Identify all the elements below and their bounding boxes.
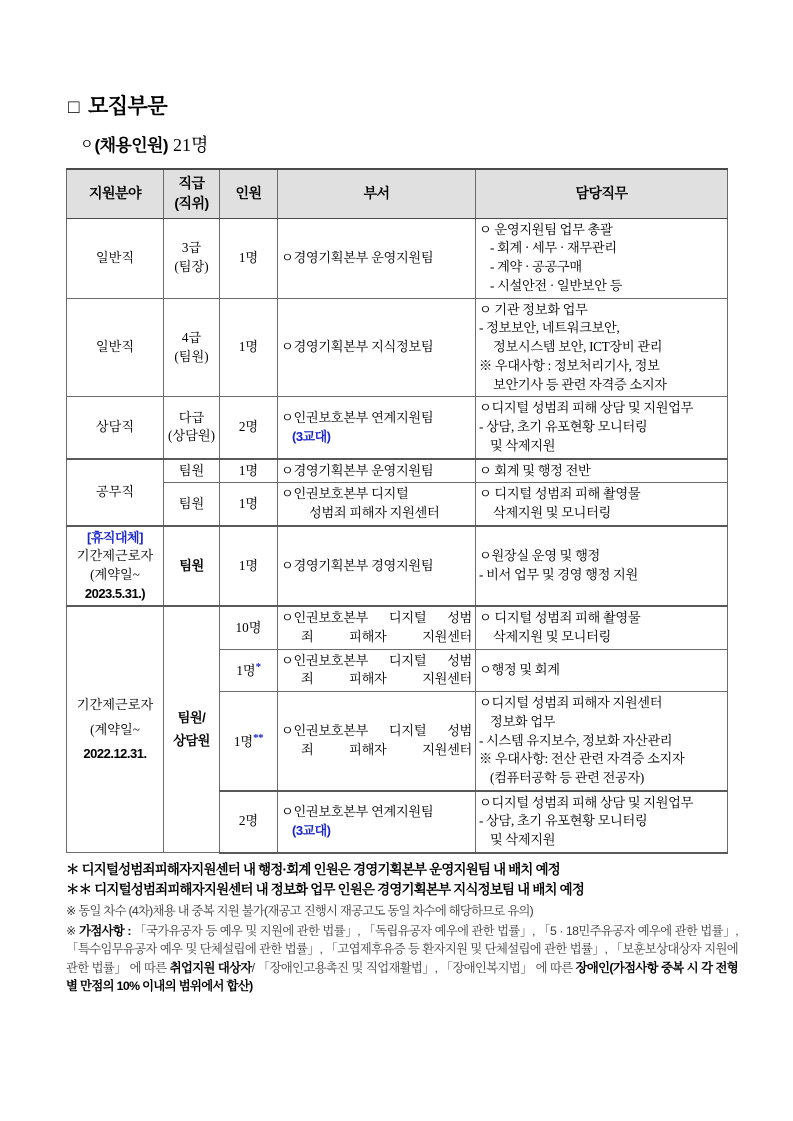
cell-grade: 팀원 <box>164 483 220 526</box>
cell-duty: ㅇ디지털 성범죄 피해자 지원센터 정보화 업무 - 시스템 유지보수, 정보화 자산관리 ※ 우대사항: 전산 관련 자격증 소지자 (컴퓨터공학 등 관련 전공자) <box>476 692 728 791</box>
cell-count: 1명* <box>220 649 278 691</box>
column-header-count: 인원 <box>220 169 278 218</box>
recruitment-table <box>66 168 728 854</box>
table-row <box>67 606 728 649</box>
recruitment-table-wrapper <box>66 168 727 854</box>
cell-count: 1명 <box>220 526 278 606</box>
footnote-bonus-points <box>66 922 738 995</box>
cell-count: 10명 <box>220 606 278 649</box>
footnote-bonus-body1: 「국가유공자 등 예우 및 지원에 관한 법률」, 「독립유공자 예우에 관한 법률」, 「5 · 18민주유공자 예우에 관한 법률」, 「특수임무유공자 예우 및 단체설립에 관한 법률」, 「고엽제후유증 등 환자지원 및 단체설립에 관한 법률」, 「보훈보상대상자 지원에 관한 법률」 에 따른 <box>66 924 739 975</box>
cell-field: 공무직 <box>67 459 164 526</box>
cell-dept: ㅇ경영기획본부 지식정보팀 <box>278 298 476 397</box>
cell-field: 기간제근로자 (계약일~ 2022.12.31. <box>67 606 164 853</box>
cell-grade: 팀원 <box>164 526 220 606</box>
cell-duty: ㅇ 디지털 성범죄 피해 촬영물 삭제지원 및 모니터링 <box>476 606 728 649</box>
footnote-disability-clause: 장애인(가점사항 중복 시 각 전형별 만점의 10% 이내의 범위에서 합산) <box>66 960 738 993</box>
recruit-count-label: (채용인원) <box>94 136 168 155</box>
cell-dept: ㅇ인권보호본부 디지털 성범 죄 피해자 지원센터 <box>278 649 476 691</box>
square-bullet-icon: □ <box>68 97 79 118</box>
footnotes <box>66 860 738 995</box>
cell-duty: ㅇ 회계 및 행정 전반 <box>476 459 728 483</box>
cell-dept: ㅇ인권보호본부 연계지원팀 (3교대) <box>278 791 476 853</box>
cell-dept: ㅇ인권보호본부 연계지원팀 (3교대) <box>278 397 476 459</box>
footnote-prefix: ※ <box>66 924 80 939</box>
cell-field: [휴직대체] 기간제근로자 (계약일~ 2023.5.31.) <box>67 526 164 606</box>
table-row <box>67 483 728 526</box>
table-row <box>67 526 728 606</box>
table-row <box>67 459 728 483</box>
column-header-field: 지원분야 <box>67 169 164 218</box>
cell-field: 상담직 <box>67 397 164 459</box>
cell-duty: ㅇ행정 및 회계 <box>476 649 728 691</box>
cell-dept: ㅇ인권보호본부 디지털 성범 죄 피해자 지원센터 <box>278 692 476 791</box>
cell-count: 1명 <box>220 459 278 483</box>
cell-count: 2명 <box>220 397 278 459</box>
footnote-target-employment: 취업지원 대상자 <box>169 960 252 975</box>
footnote-star-single: ＊ 디지털성범죄피해자지원센터 내 행정·회계 인원은 경영기획본부 운영지원팀 내 배치 예정 <box>66 862 560 877</box>
leave-replacement-tag: [휴직대체] <box>87 529 143 545</box>
cell-duty: ㅇ디지털 성범죄 피해 상담 및 지원업무 - 상담, 초기 유포현황 모니터링 및 삭제지원 <box>476 791 728 853</box>
column-header-grade: 직급 (직위) <box>164 169 220 218</box>
cell-grade: 3급 (팀장) <box>164 218 220 298</box>
cell-dept: ㅇ경영기획본부 경영지원팀 <box>278 526 476 606</box>
cell-duty: ㅇ디지털 성범죄 피해 상담 및 지원업무 - 상담, 초기 유포현황 모니터링 및 삭제지원 <box>476 397 728 459</box>
cell-count: 1명 <box>220 483 278 526</box>
table-row <box>67 397 728 459</box>
recruit-count-line <box>80 131 208 157</box>
cell-field: 일반직 <box>67 218 164 298</box>
circle-bullet-icon: ㅇ <box>80 138 94 153</box>
shift-badge: (3교대) <box>292 822 331 838</box>
cell-dept: ㅇ인권보호본부 디지털 성범 죄 피해자 지원센터 <box>278 606 476 649</box>
cell-grade: 팀원/ 상담원 <box>164 606 220 853</box>
column-header-dept: 부서 <box>278 169 476 218</box>
cell-count: 1명 <box>220 298 278 397</box>
cell-duty: ㅇ 기관 정보화 업무 - 정보보안, 네트워크보안, 정보시스템 보안, ICT장비 관리 ※ 우대사항 : 정보처리기사, 정보 보안기사 등 관련 자격증 소지자 <box>476 298 728 397</box>
footnote-marker-single: * <box>255 660 261 673</box>
table-row <box>67 218 728 298</box>
footnote-marker-double: ** <box>253 731 264 744</box>
recruit-count-value: 21명 <box>172 135 209 155</box>
page-title <box>68 90 167 120</box>
page-title-text: 모집부문 <box>87 95 168 118</box>
cell-duty: ㅇ원장실 운영 및 행정 - 비서 업무 및 경영 행정 지원 <box>476 526 728 606</box>
cell-count: 1명** <box>220 692 278 791</box>
cell-count: 1명 <box>220 218 278 298</box>
cell-grade: 팀원 <box>164 459 220 483</box>
cell-field: 일반직 <box>67 298 164 397</box>
table-header-row <box>67 169 728 218</box>
footnote-star-double: ＊＊ 디지털성범죄피해자지원센터 내 정보화 업무 인원은 경영기획본부 지식정보팀 내 배치 예정 <box>66 882 585 898</box>
footnote-bonus-label: 가점사항 : <box>79 924 131 939</box>
cell-grade: 다급 (상담원) <box>164 397 220 459</box>
footnote-duplicate-apply: ※ 동일 차수 (4차)채용 내 중복 지원 불가(재공고 진행시 재공고도 동일 차수에 해당하므로 유의) <box>66 903 534 918</box>
column-header-duty: 담당직무 <box>476 169 728 218</box>
cell-grade: 4급 (팀원) <box>164 298 220 397</box>
cell-duty: ㅇ 운영지원팀 업무 총괄 - 회계 · 세무 · 재무관리 - 계약 · 공공구매 - 시설안전 · 일반보안 등 <box>476 218 728 298</box>
cell-duty: ㅇ 디지털 성범죄 피해 촬영물 삭제지원 및 모니터링 <box>476 483 728 526</box>
cell-dept: ㅇ인권보호본부 디지털 성범죄 피해자 지원센터 <box>278 483 476 526</box>
table-row <box>67 298 728 397</box>
shift-badge: (3교대) <box>292 428 331 444</box>
cell-count: 2명 <box>220 791 278 853</box>
cell-dept: ㅇ경영기획본부 운영지원팀 <box>278 218 476 298</box>
footnote-bonus-body2: / 「장애인고용촉진 및 직업재활법」, 「장애인복지법」 에 따른 <box>251 960 576 975</box>
cell-dept: ㅇ경영기획본부 운영지원팀 <box>278 459 476 483</box>
